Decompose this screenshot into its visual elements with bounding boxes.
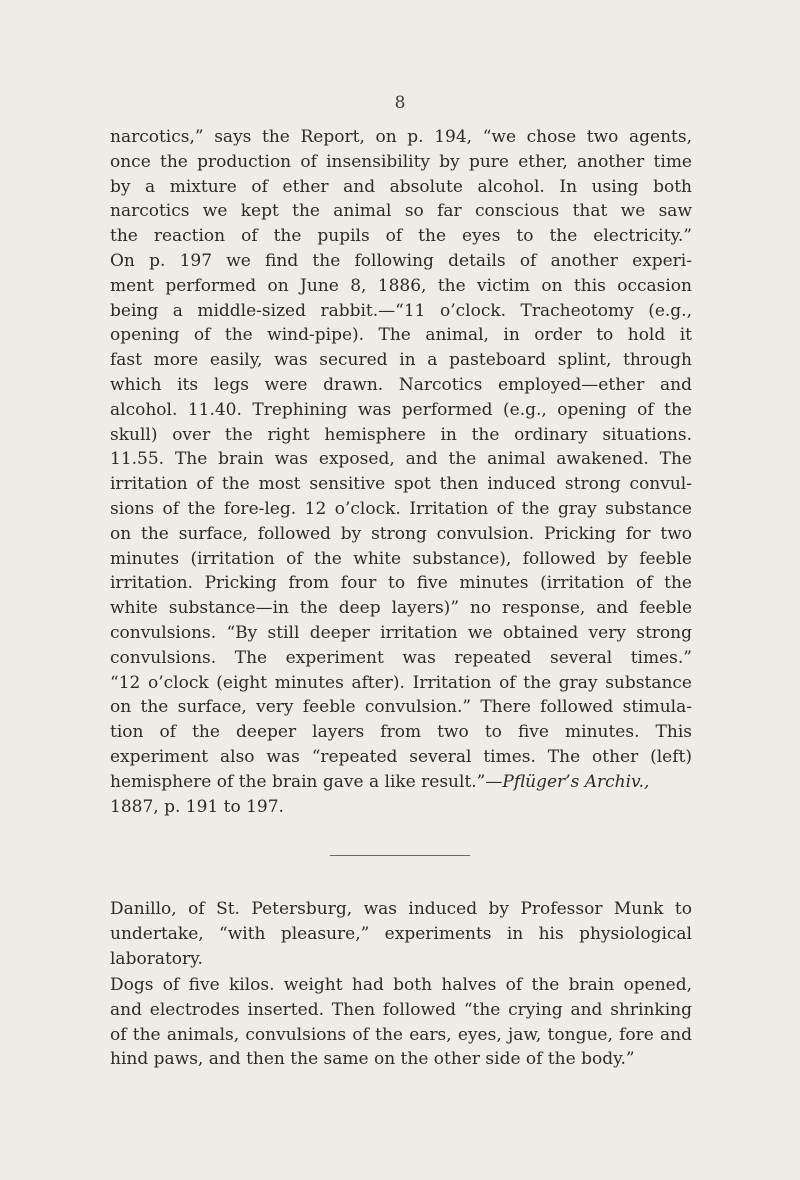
text-line: skull) over the right hemisphere in the ordinary situations.: [110, 424, 692, 445]
text-line: fast more easily, was secured in a pasteboard splint, through: [110, 350, 692, 371]
citation-lead: hemisphere of the brain gave a like result.”—: [110, 771, 503, 792]
text-line: convulsions. The experiment was repeated several times.”: [110, 647, 692, 668]
text-line: on the surface, very feeble convulsion.” There followed stimula-: [110, 697, 692, 718]
section-divider: [330, 855, 470, 856]
text-line: experiment also was “repeated several times. The other (left): [110, 746, 692, 767]
text-line: which its legs were drawn. Narcotics employed—ether and: [110, 374, 692, 395]
text-line: irritation of the most sensitive spot then induced strong convul-: [110, 474, 692, 495]
text-line: and electrodes inserted. Then followed “the crying and shrinking: [110, 999, 692, 1020]
paragraph-danillo: [110, 897, 692, 971]
text-line: ment performed on June 8, 1886, the victim on this occasion: [110, 275, 692, 296]
text-line: narcotics,” says the Report, on p. 194, “we chose two agents,: [110, 127, 692, 147]
text-line: Dogs of five kilos. weight had both halves of the brain opened,: [110, 975, 692, 995]
text-line-with-citation: [110, 770, 692, 795]
text-line: on the surface, followed by strong convulsion. Pricking for two: [110, 523, 692, 544]
text-line: 11.55. The brain was exposed, and the animal awakened. The: [110, 449, 692, 470]
text-line: laboratory.: [110, 948, 203, 969]
text-line: undertake, “with pleasure,” experiments in his physiological: [110, 923, 692, 944]
text-line: narcotics we kept the animal so far conscious that we saw: [110, 201, 692, 222]
text-line: On p. 197 we find the following details of another experi-: [110, 250, 692, 271]
citation-source: Pflüger’s Archiv.,: [502, 771, 650, 792]
text-line: minutes (irritation of the white substance), followed by feeble: [110, 548, 692, 569]
text-line: Danillo, of St. Petersburg, was induced by Professor Munk to: [110, 899, 692, 919]
text-line: opening of the wind-pipe). The animal, in order to hold it: [110, 325, 692, 346]
text-line: sions of the fore-leg. 12 o’clock. Irritation of the gray substance: [110, 498, 692, 519]
text-line: the reaction of the pupils of the eyes to the electricity.”: [110, 226, 692, 247]
text-line: irritation. Pricking from four to five minutes (irritation of the: [110, 573, 692, 594]
text-line: white substance—in the deep layers)” no response, and feeble: [110, 598, 692, 619]
text-line: convulsions. “By still deeper irritation we obtained very strong: [110, 622, 692, 643]
page-number: 8: [394, 93, 406, 113]
text-line: being a middle-sized rabbit.—“11 o’clock. Tracheotomy (e.g.,: [110, 300, 692, 321]
text-line: alcohol. 11.40. Trephining was performed (e.g., opening of the: [110, 399, 692, 420]
text-line: once the production of insensibility by pure ether, another time: [110, 151, 692, 172]
paragraph-report-quote: [110, 125, 692, 819]
text-line: tion of the deeper layers from two to five minutes. This: [110, 722, 692, 743]
paragraph-dogs: [110, 973, 692, 1072]
text-line: of the animals, convulsions of the ears, eyes, jaw, tongue, fore and: [110, 1024, 692, 1045]
text-line: hind paws, and then the same on the other side of the body.”: [110, 1049, 635, 1070]
text-line: 1887, p. 191 to 197.: [110, 796, 284, 817]
text-line: “12 o’clock (eight minutes after). Irritation of the gray substance: [110, 672, 692, 693]
text-line: by a mixture of ether and absolute alcohol. In using both: [110, 176, 692, 197]
